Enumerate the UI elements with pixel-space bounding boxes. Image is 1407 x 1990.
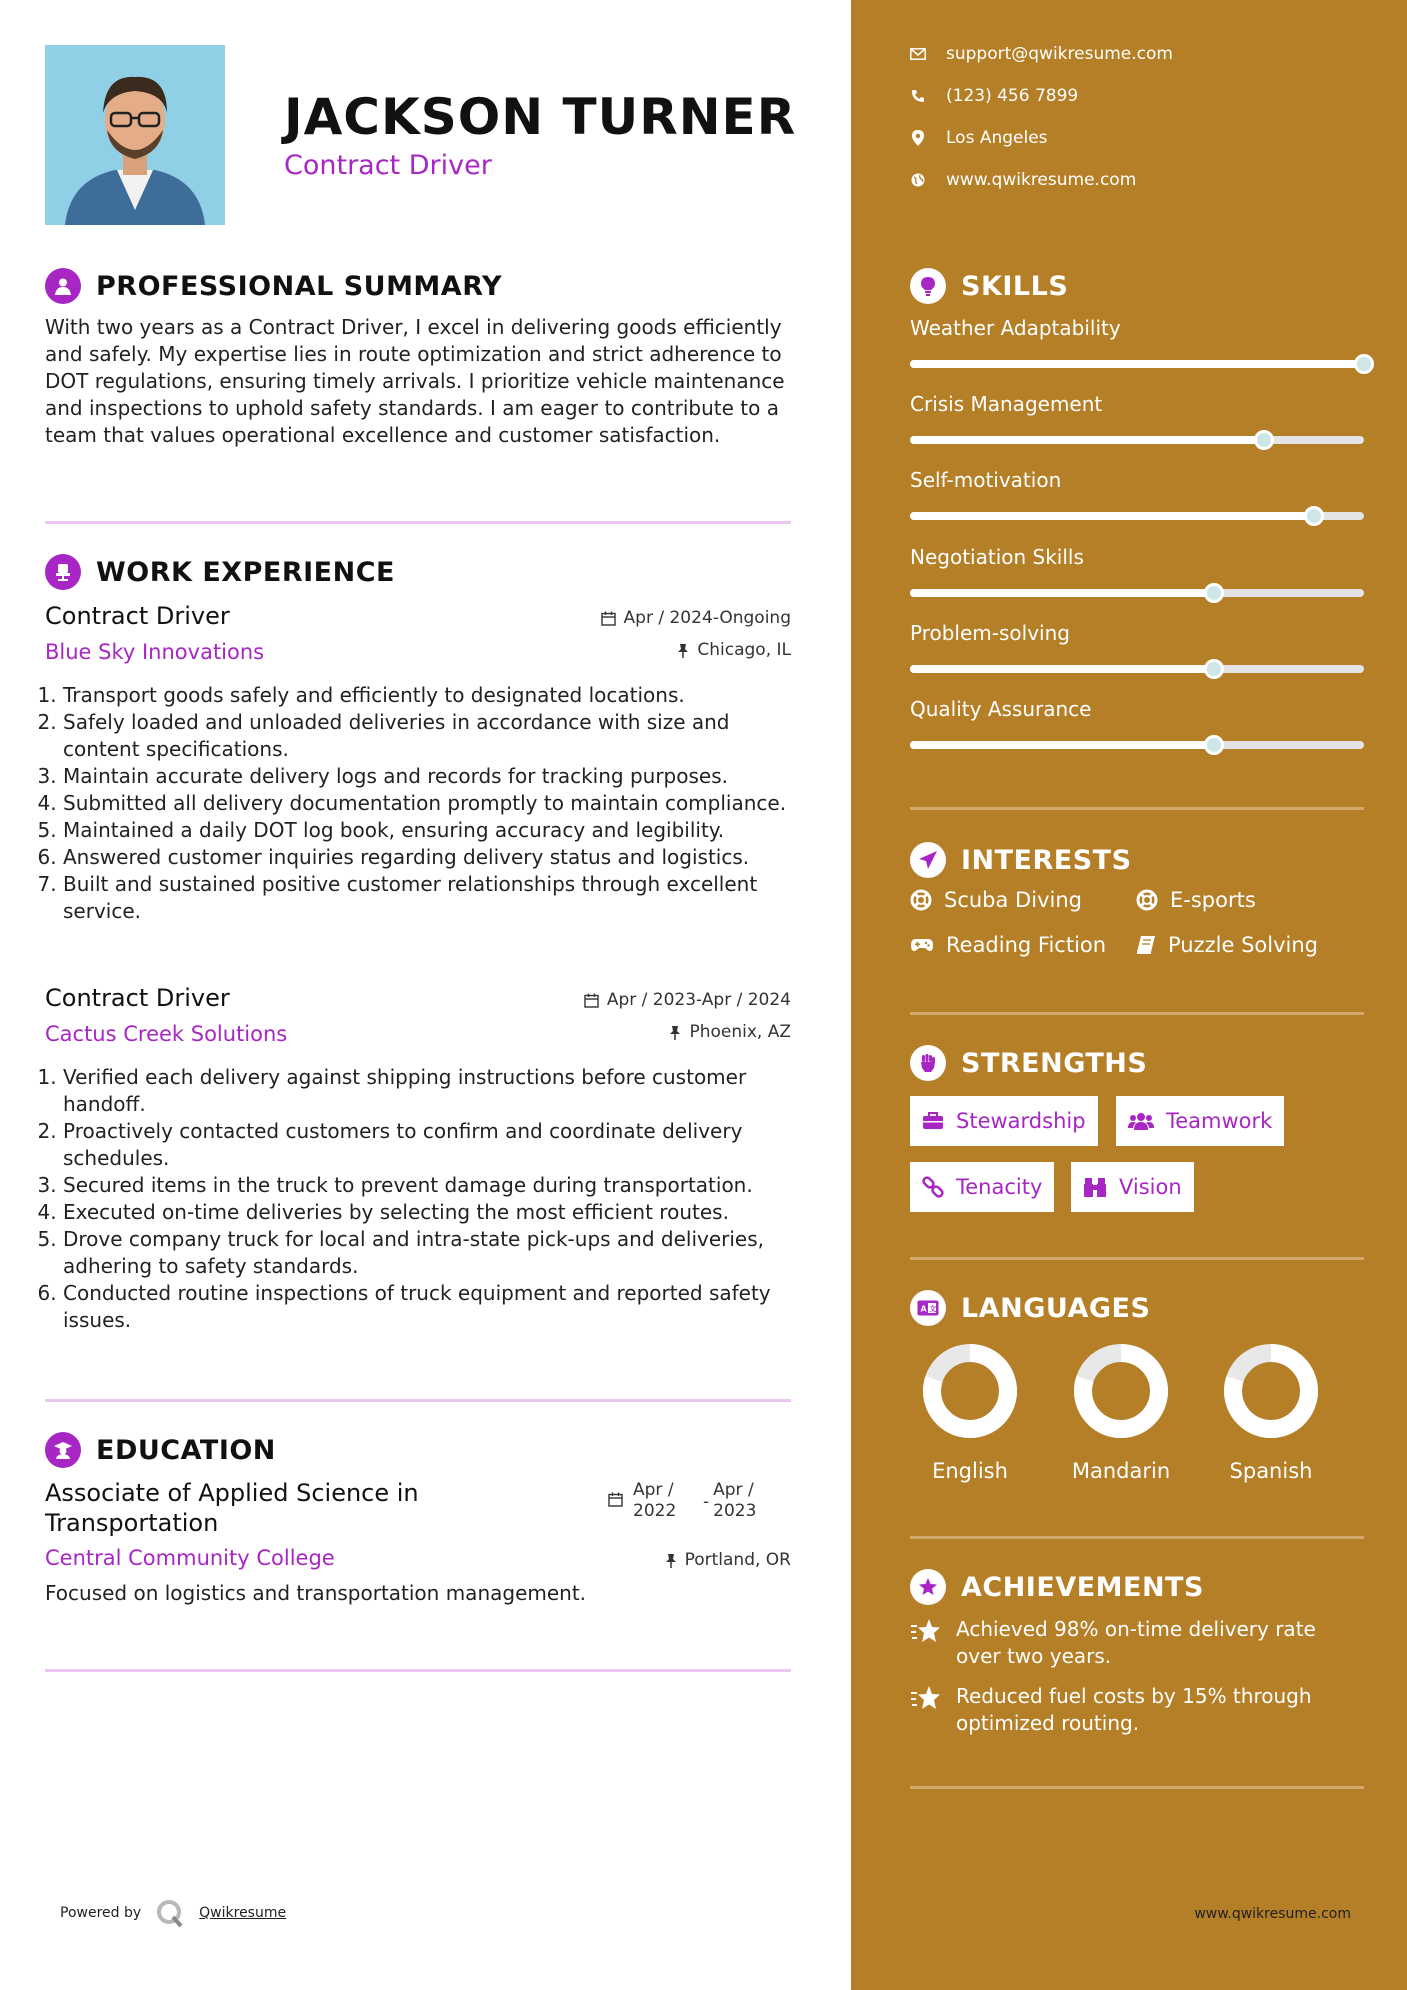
calendar-icon (584, 993, 599, 1008)
education-description: Focused on logistics and transportation management. (45, 1581, 587, 1605)
globe-icon (910, 173, 926, 187)
education-entry (45, 1478, 791, 1607)
candidate-role: Contract Driver (284, 150, 492, 181)
skill-item (910, 468, 1364, 520)
strengths-section (910, 1043, 1364, 1083)
skill-fill (910, 589, 1214, 597)
book-icon (1136, 935, 1156, 955)
briefcase-icon (922, 1112, 944, 1130)
interest-item (1136, 888, 1256, 912)
job-entry (45, 984, 791, 1334)
skill-track (910, 589, 1364, 597)
summary-section (45, 266, 791, 449)
divider (910, 1786, 1364, 1789)
interests-title: INTERESTS (961, 844, 1132, 876)
powered-by (60, 1898, 286, 1928)
job-company: Cactus Creek Solutions (45, 1022, 288, 1046)
star-badge-icon (910, 1569, 946, 1605)
interest-label: Reading Fiction (946, 933, 1107, 957)
language-name: Spanish (1229, 1459, 1313, 1483)
skill-name: Crisis Management (910, 392, 1103, 416)
skill-name: Self-motivation (910, 468, 1062, 492)
job-date-text: Apr / 2023-Apr / 2024 (606, 990, 791, 1010)
phone-text: (123) 456 7899 (946, 86, 1079, 106)
job-date-text: Apr / 2024-Ongoing (623, 608, 791, 628)
job-location-text: Chicago, IL (697, 640, 791, 660)
qwikresume-logo-icon (155, 1898, 185, 1928)
skill-track (910, 665, 1364, 673)
start-year: 2022 (633, 1501, 677, 1521)
duty-item: 2. Safely loaded and unloaded deliveries in accordance with size and content specifications. (63, 709, 791, 763)
education-location-text: Portland, OR (684, 1550, 791, 1570)
strength-label: Stewardship (956, 1109, 1086, 1133)
svg-text:文: 文 (929, 1305, 937, 1313)
paper-plane-icon (910, 842, 946, 878)
experience-title: WORK EXPERIENCE (96, 556, 395, 588)
languages-title: LANGUAGES (961, 1292, 1151, 1324)
skill-fill (910, 665, 1214, 673)
divider (910, 1536, 1364, 1539)
end-month: Apr / (713, 1480, 754, 1500)
interests-section (910, 840, 1364, 880)
achievements-title: ACHIEVEMENTS (961, 1571, 1204, 1603)
interest-item (910, 933, 1106, 957)
achievement-text: Achieved 98% on-time delivery rate over two years. (956, 1617, 1316, 1668)
candidate-name: JACKSON TURNER (284, 88, 797, 146)
achievements-section (910, 1567, 1364, 1607)
achievement-item (910, 1616, 1364, 1670)
achievement-item (910, 1683, 1364, 1737)
skill-fill (910, 436, 1264, 444)
skill-name: Problem-solving (910, 621, 1070, 645)
skill-fill (910, 512, 1314, 520)
degree-line: Transportation (45, 1509, 219, 1537)
summary-title: PROFESSIONAL SUMMARY (96, 270, 503, 302)
phone-icon (910, 89, 926, 103)
duty-item: 6. Conducted routine inspections of truck equipment and reported safety issues. (63, 1280, 791, 1334)
language-item (1056, 1343, 1186, 1483)
job-company: Blue Sky Innovations (45, 640, 265, 664)
email-text[interactable]: support@qwikresume.com (946, 44, 1173, 64)
divider (45, 521, 791, 524)
skill-fill (910, 741, 1214, 749)
duty-item: 5. Maintained a daily DOT log book, ensuring accuracy and legibility. (63, 817, 791, 844)
languages-section (910, 1288, 1364, 1328)
contact-phone (910, 86, 1078, 106)
start-month: Apr / (633, 1480, 674, 1500)
duty-item: 5. Drove company truck for local and intra-state pick-ups and deliveries, adhering to safety standards. (63, 1226, 791, 1280)
map-pin-icon (910, 130, 926, 146)
contact-website (910, 170, 1136, 190)
job-location (669, 1022, 791, 1042)
education-section (45, 1430, 791, 1470)
skills-title: SKILLS (961, 270, 1069, 302)
interest-label: Scuba Diving (944, 888, 1082, 912)
location-text: Los Angeles (946, 128, 1048, 148)
duty-item: 1. Transport goods safely and efficiently to designated locations. (63, 682, 791, 709)
pin-icon (665, 1553, 677, 1568)
skill-item (910, 621, 1364, 673)
gamepad-icon (910, 937, 934, 953)
interest-label: Puzzle Solving (1168, 933, 1318, 957)
lightbulb-icon (910, 268, 946, 304)
skill-item (910, 392, 1364, 444)
skill-fill (910, 360, 1364, 368)
graduate-icon (45, 1432, 81, 1468)
chair-icon (45, 554, 81, 590)
footer-site: www.qwikresume.com (1194, 1906, 1351, 1922)
achievement-text: Reduced fuel costs by 15% through optimized routing. (956, 1684, 1312, 1735)
skill-item (910, 316, 1364, 368)
strength-tag (910, 1096, 1098, 1146)
end-date (713, 1480, 756, 1522)
binoculars-icon (1083, 1176, 1107, 1198)
calendar-icon (601, 611, 616, 626)
pin-icon (669, 1025, 681, 1040)
degree-line: Associate of Applied Science in (45, 1479, 419, 1507)
job-location-text: Phoenix, AZ (689, 1022, 791, 1042)
job-duties (45, 682, 791, 925)
start-date (633, 1480, 703, 1522)
skill-track (910, 741, 1364, 749)
interest-label: E-sports (1170, 888, 1256, 912)
link-icon (922, 1176, 944, 1198)
duty-item: 2. Proactively contacted customers to confirm and coordinate delivery schedules. (63, 1118, 791, 1172)
skill-name: Weather Adaptability (910, 316, 1121, 340)
education-date (608, 1480, 756, 1522)
skill-knob[interactable] (1354, 354, 1374, 374)
qwikresume-link[interactable]: Qwikresume (199, 1905, 287, 1921)
divider (45, 1399, 791, 1402)
pin-icon (677, 643, 689, 658)
divider (45, 1669, 791, 1672)
star-icon (910, 1683, 944, 1737)
job-entry (45, 602, 791, 925)
divider (910, 807, 1364, 810)
end-year: 2023 (713, 1501, 757, 1521)
envelope-icon (910, 48, 926, 60)
skill-knob[interactable] (1304, 506, 1324, 526)
website-text[interactable]: www.qwikresume.com (946, 170, 1137, 190)
duty-item: 7. Built and sustained positive customer relationships through excellent service. (63, 871, 791, 925)
interest-item (910, 888, 1082, 912)
skill-item (910, 697, 1364, 749)
duty-item: 3. Maintain accurate delivery logs and records for tracking purposes. (63, 763, 791, 790)
translate-icon (910, 1290, 946, 1326)
language-item (905, 1343, 1035, 1483)
strength-tag (1071, 1162, 1194, 1212)
lifebuoy-icon (1136, 889, 1158, 911)
divider (910, 1257, 1364, 1260)
strengths-title: STRENGTHS (961, 1047, 1148, 1079)
language-ring (922, 1343, 1018, 1439)
job-date (601, 608, 791, 628)
skill-item (910, 545, 1364, 597)
education-title: EDUCATION (96, 1434, 276, 1466)
duty-item: 1. Verified each delivery against shipping instructions before customer handoff. (63, 1064, 791, 1118)
job-title: Contract Driver (45, 984, 230, 1012)
star-icon (910, 1616, 944, 1670)
duty-item: 6. Answered customer inquiries regarding delivery status and logistics. (63, 844, 791, 871)
language-name: English (932, 1459, 1008, 1483)
svg-text:A: A (920, 1304, 927, 1314)
users-icon (1128, 1112, 1154, 1130)
profile-photo (45, 45, 225, 225)
contact-email (910, 44, 1173, 64)
strength-tag (910, 1162, 1054, 1212)
education-location (665, 1550, 791, 1570)
contact-location (910, 128, 1048, 148)
skill-knob[interactable] (1254, 430, 1274, 450)
lifebuoy-icon (910, 889, 932, 911)
school-name: Central Community College (45, 1546, 335, 1570)
skill-name: Quality Assurance (910, 697, 1092, 721)
job-duties (45, 1064, 791, 1334)
skill-track (910, 436, 1364, 444)
job-location (677, 640, 791, 660)
skill-name: Negotiation Skills (910, 545, 1084, 569)
language-item (1206, 1343, 1336, 1483)
duty-item: 4. Submitted all delivery documentation promptly to maintain compliance. (63, 790, 791, 817)
strength-tag (1116, 1096, 1284, 1146)
divider (910, 1012, 1364, 1015)
skill-track (910, 512, 1364, 520)
job-date (584, 990, 791, 1010)
date-separator: - (703, 1492, 710, 1512)
experience-section (45, 552, 791, 592)
skill-track (910, 360, 1364, 368)
strength-label: Teamwork (1166, 1109, 1273, 1133)
duty-item: 3. Secured items in the truck to prevent damage during transportation. (63, 1172, 791, 1199)
fist-icon (910, 1045, 946, 1081)
strength-label: Vision (1119, 1175, 1182, 1199)
language-ring (1223, 1343, 1319, 1439)
language-ring (1073, 1343, 1169, 1439)
calendar-icon (608, 1492, 623, 1507)
strength-label: Tenacity (956, 1175, 1043, 1199)
language-name: Mandarin (1071, 1459, 1171, 1483)
user-icon (45, 268, 81, 304)
skills-section (910, 266, 1364, 306)
powered-by-text: Powered by (60, 1905, 142, 1921)
job-title: Contract Driver (45, 602, 230, 630)
interest-item (1136, 933, 1318, 957)
duty-item: 4. Executed on-time deliveries by selecting the most efficient routes. (63, 1199, 791, 1226)
summary-text: With two years as a Contract Driver, I excel in delivering goods efficiently and safely. My expertise lies in route optimization and strict adherence to DOT regulations, ensuring timely arrivals. I prioritize vehicle maintenance and inspections to uphold safety standards. I am eager to contribute to a team that values operational excellence and customer satisfaction. (45, 315, 785, 447)
